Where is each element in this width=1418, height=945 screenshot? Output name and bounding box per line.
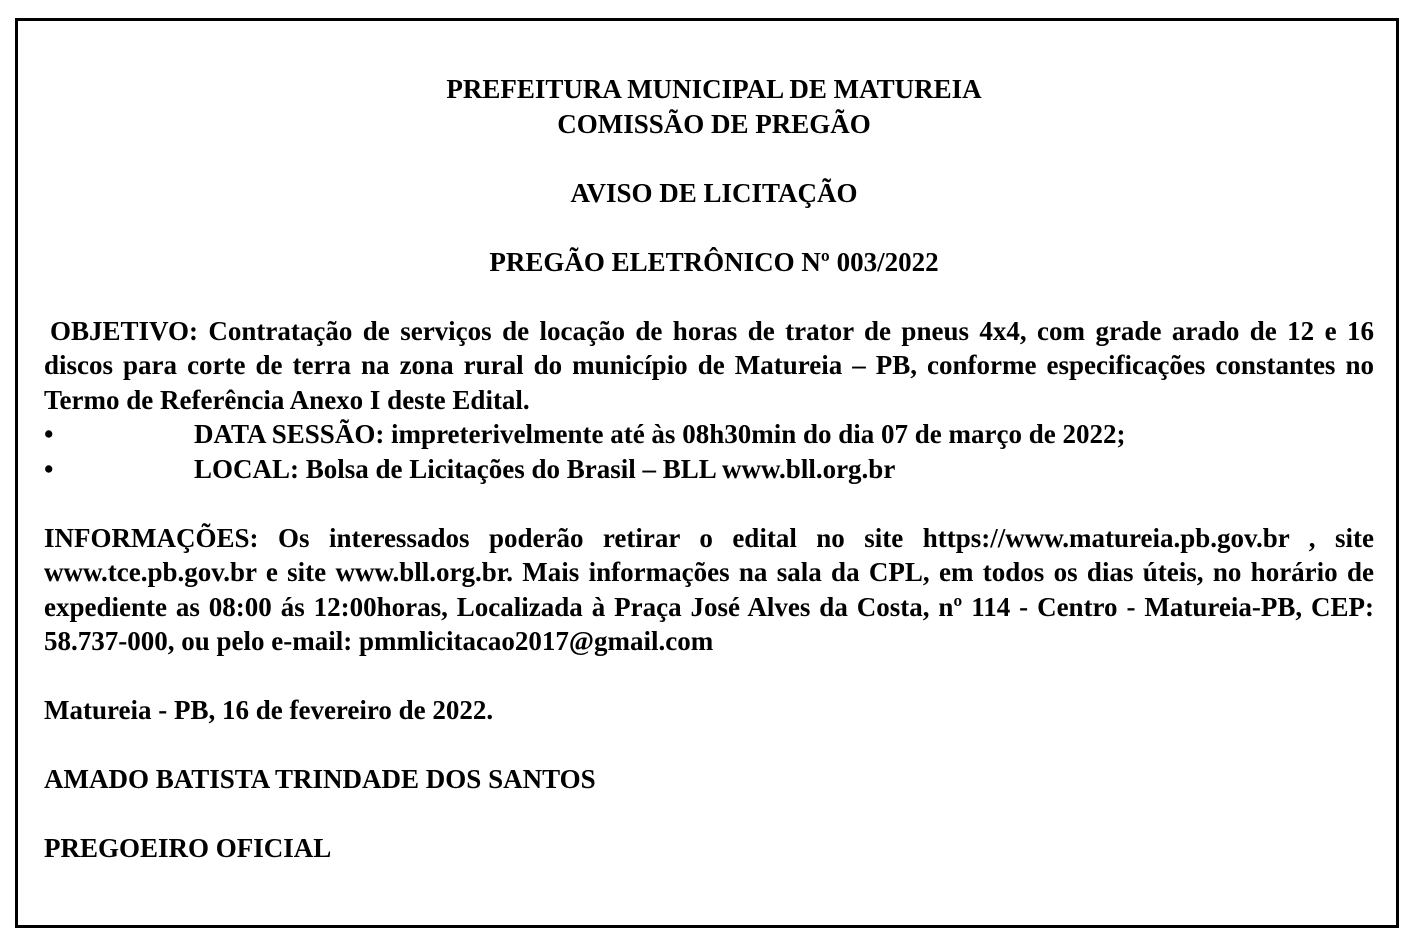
process-title: PREGÃO ELETRÔNICO Nº 003/2022 [489, 246, 939, 277]
objective-paragraph: OBJETIVO: Contratação de serviços de locação de horas de trator de pneus 4x4, com grade arado de 12 e 16 discos para corte de terra na zona rural do município de Matureia – PB, conforme especificações constantes no Termo de Referência Anexo I deste Edital. [44, 315, 1374, 415]
information-paragraph: INFORMAÇÕES: Os interessados poderão retirar o edital no site https://www.matureia.pb.gov.br , site www.tce.pb.gov.br e site www.bll.org.br. Mais informações na sala da CPL, em todos os dias úteis, no horário de expediente as 08:00 ás 12:00horas, Localizada à Praça José Alves da Costa, nº 114 - Centro - Matureia-PB, CEP: 58.737-000, ou pelo e-mail: pmmlicitacao2017@gmail.com [44, 522, 1374, 656]
signatory-role: PREGOEIRO OFICIAL [44, 833, 332, 863]
bullet-location [44, 452, 1374, 487]
bullet-icon: • [44, 453, 54, 484]
bullet-session-date [44, 417, 1374, 452]
commission-title: COMISSÃO DE PREGÃO [557, 108, 871, 139]
place-date: Matureia - PB, 16 de fevereiro de 2022. [44, 695, 494, 725]
notice-content [44, 72, 1374, 866]
session-date-text: DATA SESSÃO: impreterivelmente até às 08h30min do dia 07 de março de 2022; [194, 419, 1126, 449]
notice-title: AVISO DE LICITAÇÃO [570, 177, 858, 208]
bullet-icon: • [44, 419, 54, 449]
signatory-name: AMADO BATISTA TRINDADE DOS SANTOS [44, 764, 596, 794]
municipality-title: PREFEITURA MUNICIPAL DE MATUREIA [446, 74, 982, 104]
location-text: LOCAL: Bolsa de Licitações do Brasil – BLL www.bll.org.br [194, 453, 896, 484]
